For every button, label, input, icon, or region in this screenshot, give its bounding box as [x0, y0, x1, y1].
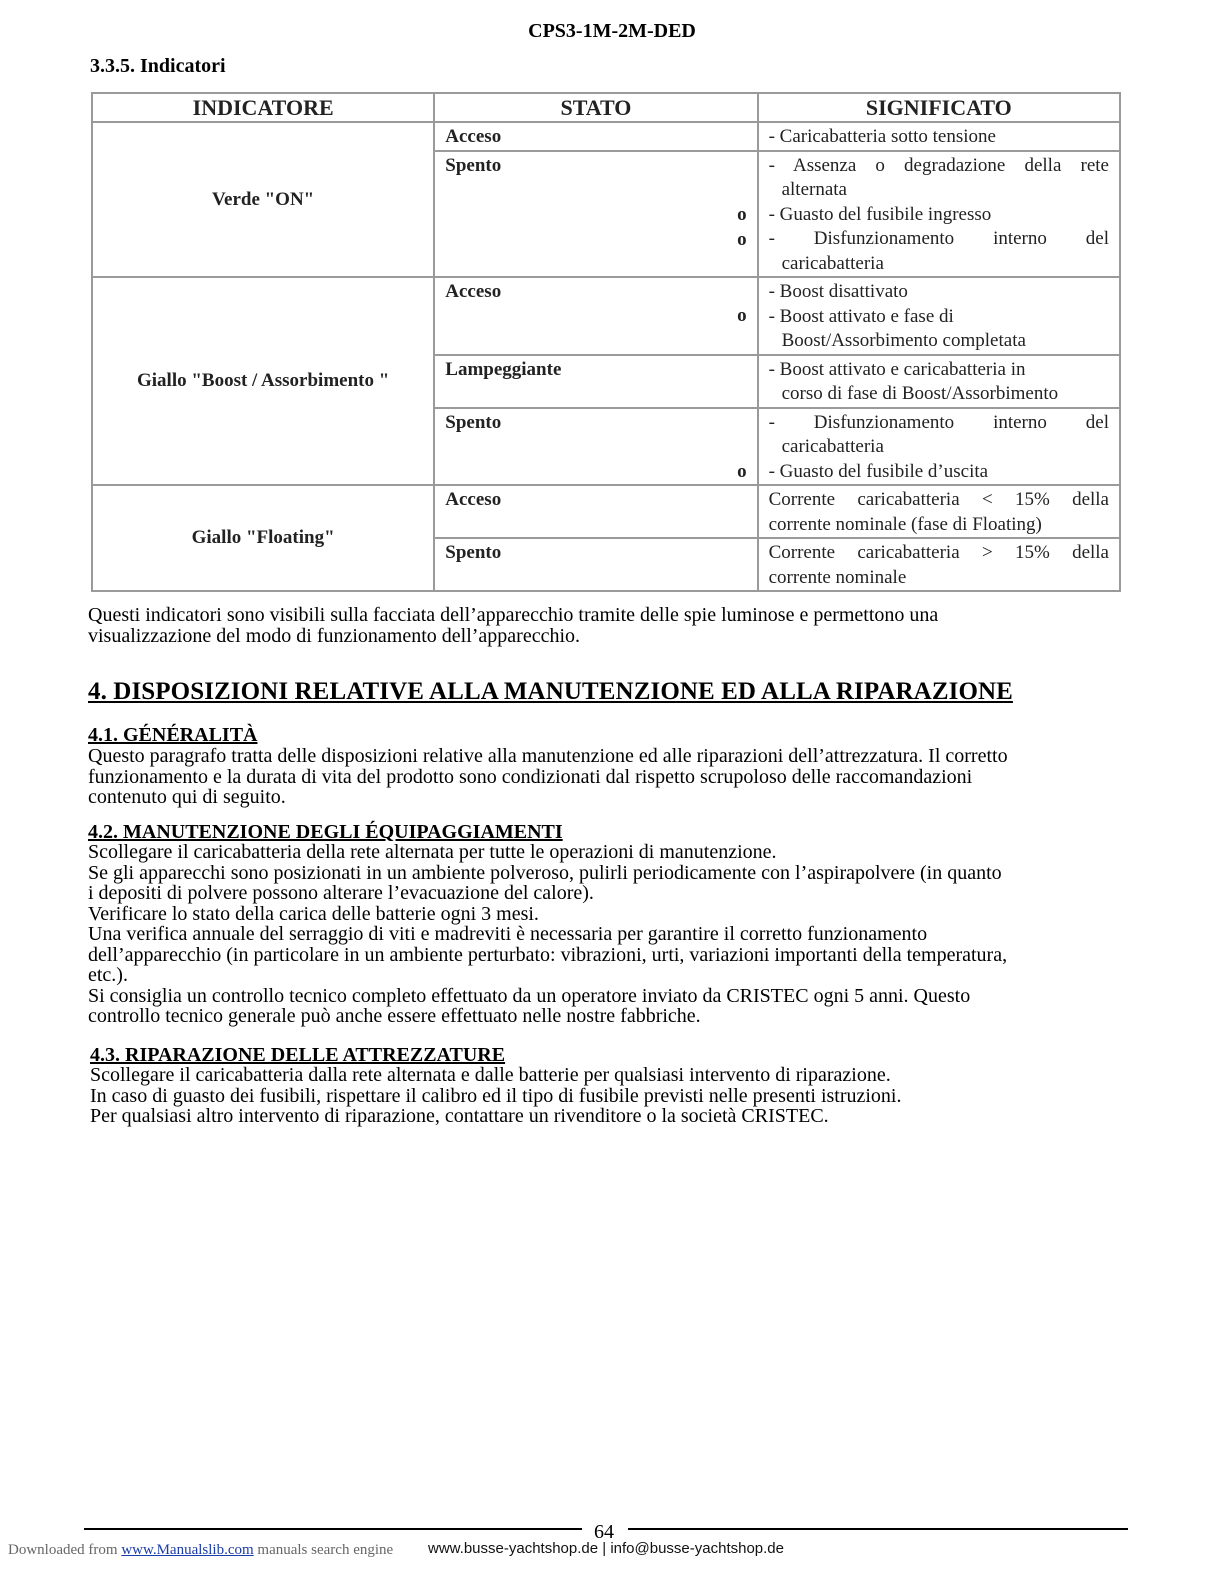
or-marker: o [737, 203, 747, 225]
meaning-text: corrente nominale [768, 566, 907, 588]
state-acceso: Acceso [445, 281, 502, 302]
state-spento: Spento [445, 542, 502, 563]
text-line: In caso di guasto dei fusibili, rispettare il calibro ed il tipo di fusibile previsti nelle presenti istruzioni. [90, 1084, 902, 1107]
document-title: CPS3-1M-2M-DED [528, 20, 696, 42]
meaning-cell [758, 355, 1120, 408]
section-4-2-body [88, 842, 1128, 1027]
meaning-text: alternata [781, 179, 847, 200]
state-cell [434, 122, 757, 151]
text-line: dell’apparecchio (in particolare in un ambiente perturbato: vibrazioni, urti, variazioni importanti della temperatura, [88, 943, 1008, 966]
state-cell [434, 151, 757, 278]
or-marker: o [737, 460, 747, 482]
section-title: 3.3.5. Indicatori [90, 55, 226, 77]
text-line: Se gli apparecchi sono posizionati in un ambiente polveroso, pulirli periodicamente con l’aspirapolvere (in quanto [88, 861, 1002, 884]
table-row [92, 122, 1120, 151]
text-line: Si consiglia un controllo tecnico completo effettuato da un operatore inviato da CRISTEC ogni 5 anni. Questo [88, 984, 971, 1007]
meaning-text: - Assenza o degradazione della rete [768, 154, 1109, 176]
text-line: Scollegare il caricabatteria dalla rete alternata e dalle batterie per qualsiasi intervento di riparazione. [90, 1064, 891, 1086]
text-line: Questo paragrafo tratta delle disposizioni relative alla manutenzione ed alle riparazioni dell’attrezzatura. Il corretto [88, 745, 1008, 767]
state-lampeggiante: Lampeggiante [445, 358, 562, 380]
table-header-row [92, 93, 1120, 122]
meaning-cell [758, 408, 1120, 486]
text-line: funzionamento e la durata di vita del prodotto sono condizionati dal rispetto scrupoloso delle raccomandazioni [88, 765, 973, 788]
or-marker: o [737, 228, 747, 250]
meaning-text: corso di fase di Boost/Assorbimento [781, 383, 1059, 404]
meaning-text: - Guasto del fusibile d’uscita [768, 460, 989, 482]
text-line: Verificare lo stato della carica delle batterie ogni 3 mesi. [88, 902, 539, 925]
meaning-text: caricabatteria [781, 436, 884, 457]
or-marker: o [737, 305, 747, 326]
meaning-cell [758, 277, 1120, 355]
meaning-text: - Caricabatteria sotto tensione [768, 126, 996, 147]
table-row [92, 277, 1120, 355]
meaning-text: - Guasto del fusibile ingresso [768, 203, 992, 225]
meaning-text: - Boost attivato e fase di [768, 305, 954, 327]
state-cell [434, 485, 757, 538]
text-line: Per qualsiasi altro intervento di riparazione, contattare un rivenditore o la società CRISTEC. [90, 1105, 829, 1127]
meaning-cell [758, 538, 1120, 591]
section-4-1-body [88, 746, 1128, 808]
meaning-text: Corrente caricabatteria < 15% della [768, 489, 1109, 510]
page-number: 64 [594, 1521, 614, 1543]
meaning-text: - Boost attivato e caricabatteria in [768, 358, 1026, 380]
state-acceso: Acceso [445, 489, 502, 510]
indicators-table [91, 92, 1121, 592]
state-cell [434, 355, 757, 408]
state-cell [434, 408, 757, 486]
text-line: etc.). [88, 964, 128, 986]
text-line: controllo tecnico generale può anche essere effettuato nelle nostre fabbriche. [88, 1005, 701, 1027]
state-spento: Spento [445, 411, 502, 433]
download-suffix: manuals search engine [257, 1542, 394, 1558]
meaning-text: Boost/Assorbimento completata [781, 330, 1026, 351]
meaning-text: Corrente caricabatteria > 15% della [768, 542, 1109, 563]
section-4-3-body [90, 1065, 1130, 1127]
indicator-yellow-boost: Giallo "Boost / Assorbimento " [92, 277, 434, 485]
download-credit [8, 1542, 393, 1559]
meaning-text: - Disfunzionamento interno del [768, 228, 1109, 249]
meaning-text: corrente nominale (fase di Floating) [768, 513, 1042, 535]
meaning-text: - Disfunzionamento interno del [768, 411, 1109, 433]
state-cell [434, 538, 757, 591]
manualslib-link[interactable]: www.Manualslib.com [121, 1542, 254, 1558]
state-acceso: Acceso [445, 126, 502, 147]
meaning-text: - Boost disattivato [768, 281, 908, 302]
chapter-4-heading: 4. DISPOSIZIONI RELATIVE ALLA MANUTENZIONE ED ALLA RIPARAZIONE [88, 678, 1013, 705]
footer-divider [84, 1528, 582, 1530]
state-cell [434, 277, 757, 355]
text-line: Una verifica annuale del serraggio di viti e madreviti è necessaria per garantire il corretto funzionamento [88, 923, 928, 945]
header-significato: SIGNIFICATO [758, 93, 1120, 122]
section-4-3-heading: 4.3. RIPARAZIONE DELLE ATTREZZATURE [90, 1044, 506, 1066]
header-indicatore: INDICATORE [92, 93, 434, 122]
text-line: contenuto qui di seguito. [88, 786, 286, 808]
text-line: Scollegare il caricabatteria della rete alternata per tutte le operazioni di manutenzione. [88, 841, 777, 863]
indicator-green-on: Verde "ON" [92, 122, 434, 277]
table-row [92, 485, 1120, 538]
text-line: Questi indicatori sono visibili sulla facciata dell’apparecchio tramite delle spie luminose e permettono una [88, 604, 939, 626]
section-4-1-heading: 4.1. GÉNÉRALITÀ [88, 724, 258, 746]
intro-paragraph [88, 605, 1128, 646]
text-line: i depositi di polvere possono alterare l’evacuazione del calore). [88, 882, 594, 904]
meaning-text: caricabatteria [781, 252, 884, 274]
meaning-cell [758, 122, 1120, 151]
footer-divider [628, 1528, 1128, 1530]
text-line: visualizzazione del modo di funzionamento dell’apparecchio. [88, 624, 581, 647]
header-stato: STATO [434, 93, 757, 122]
indicator-yellow-floating: Giallo "Floating" [92, 485, 434, 591]
section-4-2-heading: 4.2. MANUTENZIONE DEGLI ÉQUIPAGGIAMENTI [88, 821, 563, 843]
state-spento: Spento [445, 154, 502, 176]
shop-contact: www.busse-yachtshop.de | info@busse-yachtshop.de [428, 1540, 784, 1557]
meaning-cell [758, 485, 1120, 538]
download-prefix: Downloaded from [8, 1542, 118, 1558]
meaning-cell [758, 151, 1120, 278]
